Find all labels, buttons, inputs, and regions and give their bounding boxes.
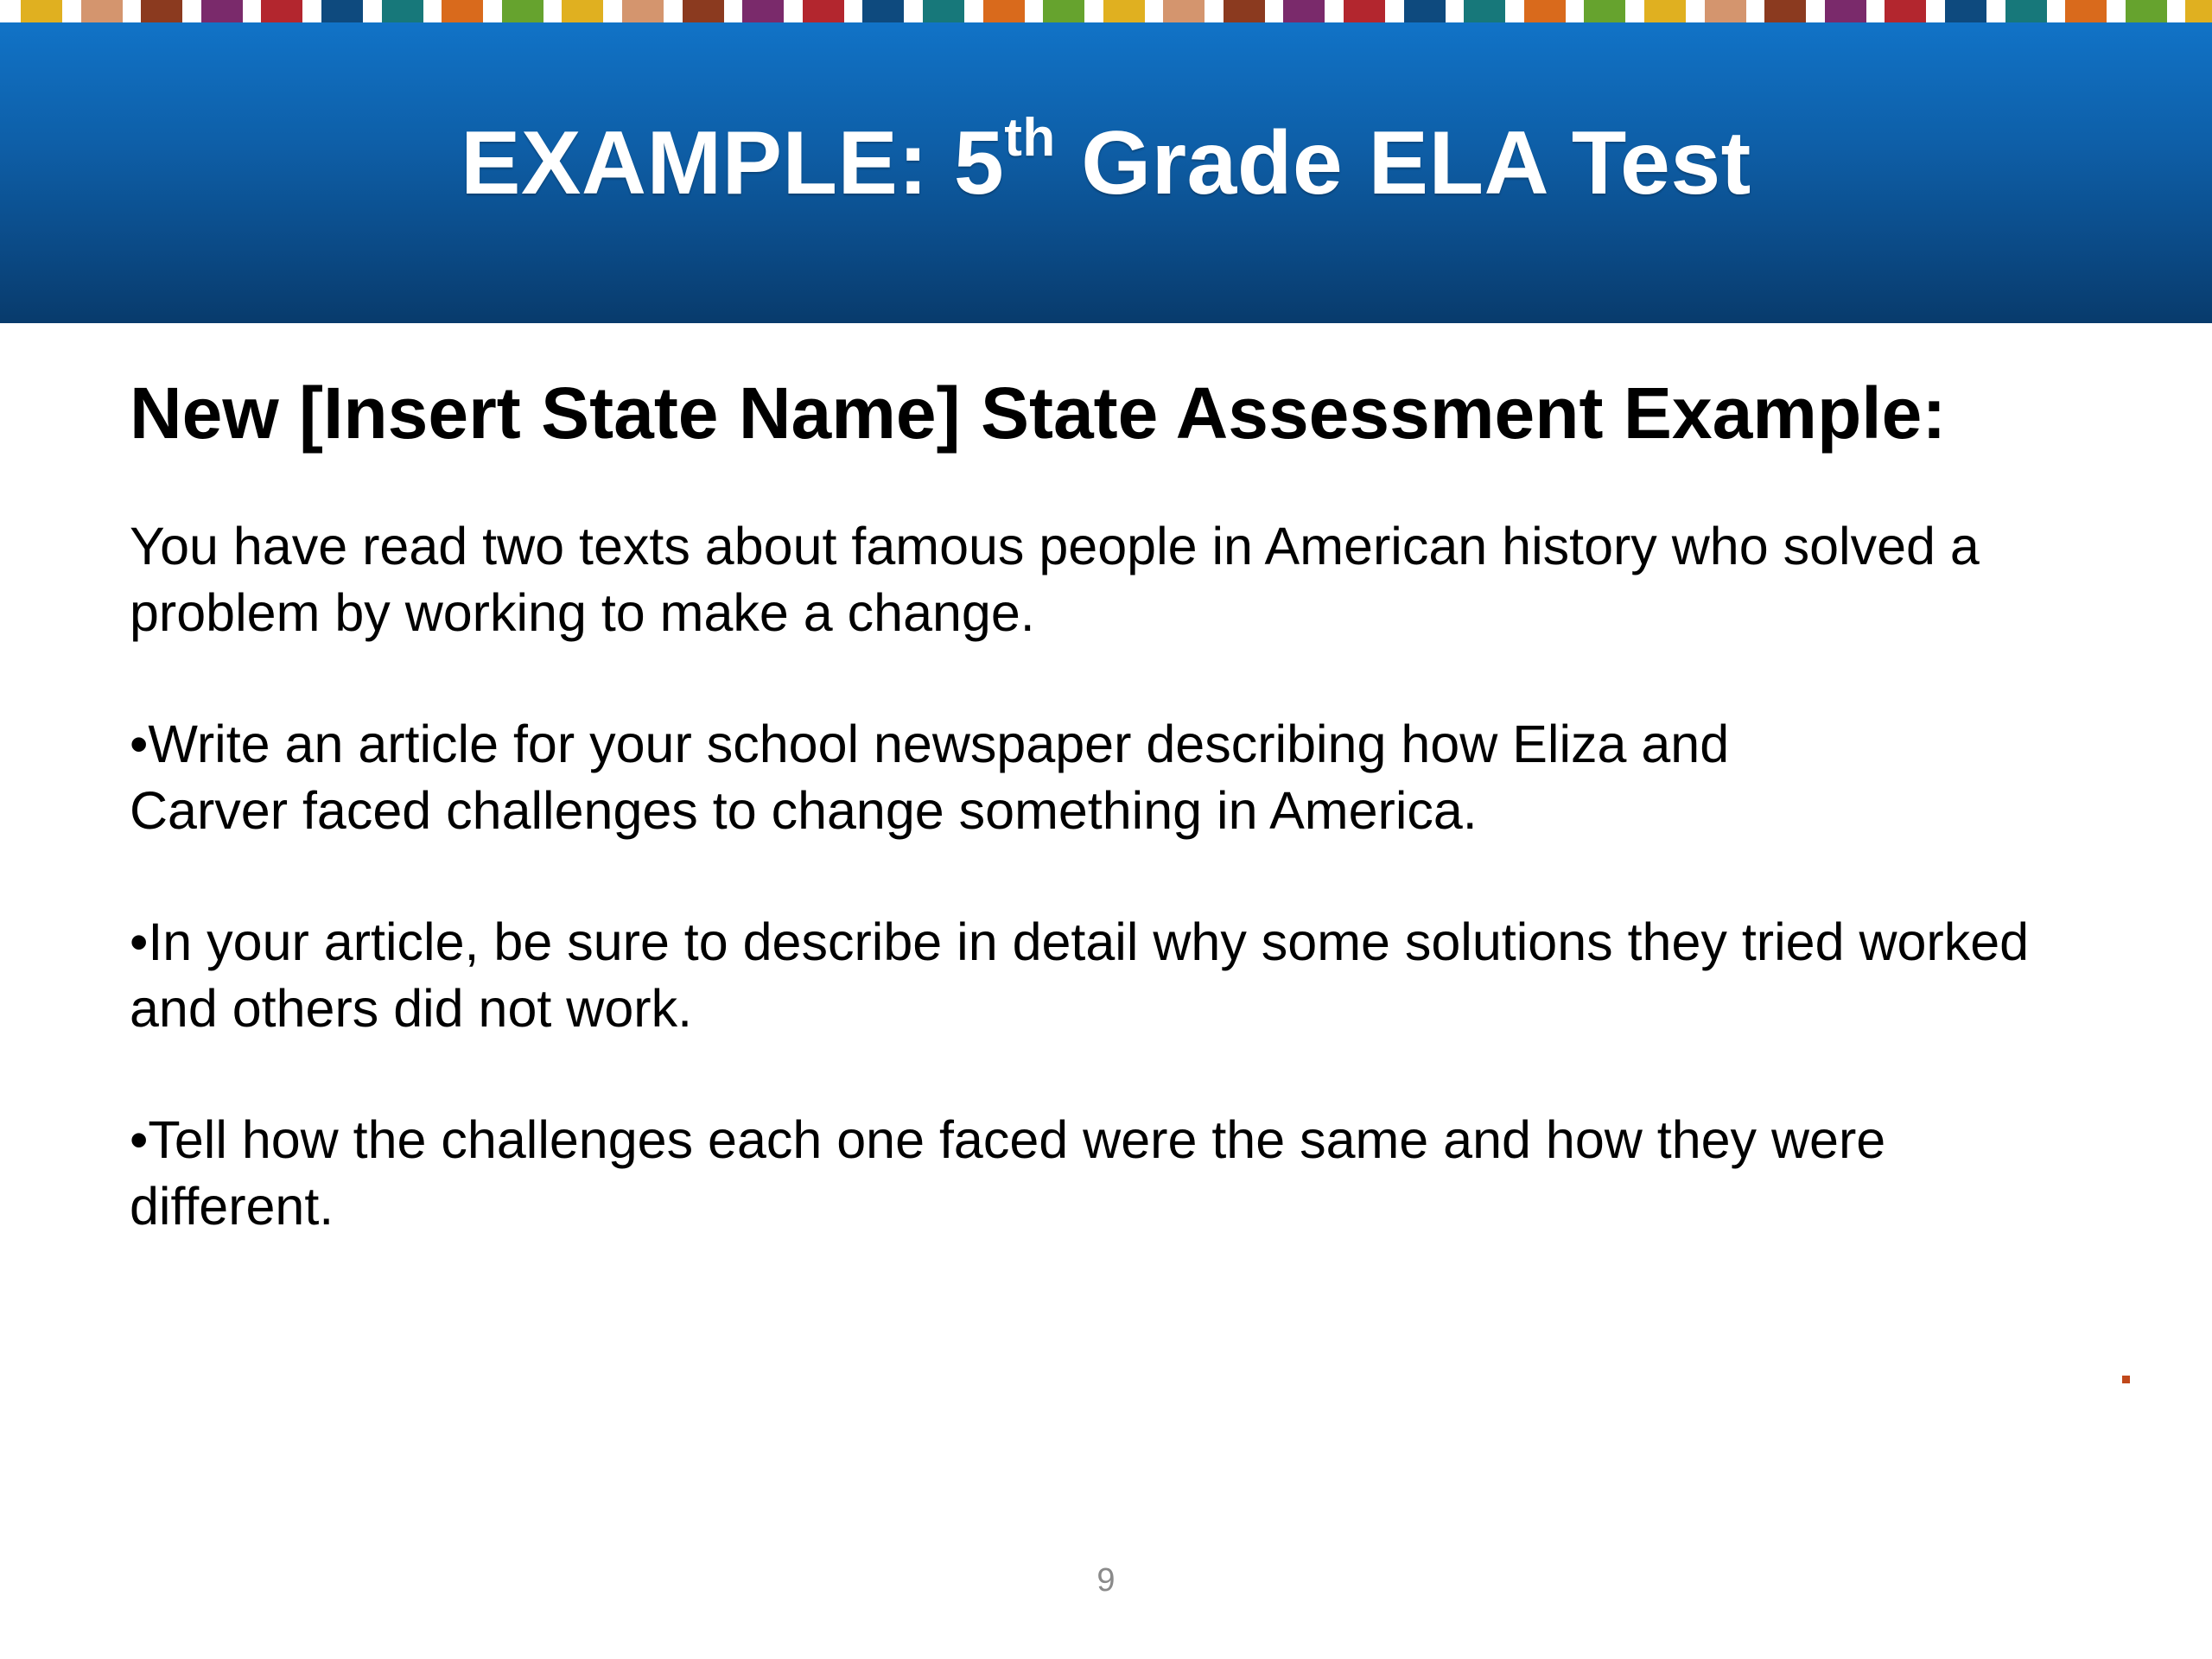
stripe-square	[2005, 0, 2047, 22]
stripe-square	[562, 0, 603, 22]
text-line: •In your article, be sure to describe in detail why some solutions they tried worked	[130, 912, 2030, 971]
stripe-square	[1885, 0, 1926, 22]
stripe-square	[442, 0, 483, 22]
stripe-square	[1283, 0, 1325, 22]
slide-body	[130, 372, 2134, 1240]
page-number: 9	[1096, 1562, 1116, 1599]
stripe-square	[1464, 0, 1505, 22]
text-line: and others did not work.	[130, 979, 693, 1038]
stripe-square	[1584, 0, 1625, 22]
stripe-square	[742, 0, 784, 22]
slide-title	[461, 107, 1751, 215]
slide-title-suffix: Grade ELA Test	[1055, 112, 1751, 213]
stripe-square	[1163, 0, 1205, 22]
stripe-square	[2185, 0, 2212, 22]
stripe-square	[622, 0, 664, 22]
stripe-square	[141, 0, 182, 22]
stripe-square	[1825, 0, 1866, 22]
title-banner	[0, 22, 2212, 323]
stripe-square	[1705, 0, 1746, 22]
stripe-square	[1945, 0, 1986, 22]
stripe-square	[1764, 0, 1806, 22]
decorative-color-stripe	[0, 0, 2212, 22]
stripe-square	[261, 0, 302, 22]
stripe-square	[21, 0, 62, 22]
stripe-square	[502, 0, 543, 22]
stripe-square	[1644, 0, 1686, 22]
bullet-paragraph-article	[130, 711, 2134, 844]
text-line: Carver faced challenges to change something in America.	[130, 781, 1478, 840]
stripe-square	[1224, 0, 1265, 22]
stripe-square	[1103, 0, 1145, 22]
stripe-square	[862, 0, 904, 22]
stripe-square	[81, 0, 123, 22]
text-line: problem by working to make a change.	[130, 583, 1035, 642]
stripe-square	[1043, 0, 1084, 22]
text-line: •Tell how the challenges each one faced were the same and how they were	[130, 1110, 1886, 1169]
stripe-square	[1404, 0, 1446, 22]
stripe-square	[1524, 0, 1566, 22]
stripe-square	[2126, 0, 2167, 22]
slide-subtitle: New [Insert State Name] State Assessment Example:	[130, 372, 1947, 454]
stripe-square	[1344, 0, 1385, 22]
stripe-square	[201, 0, 243, 22]
stripe-square	[683, 0, 724, 22]
accent-dot	[2122, 1376, 2130, 1383]
slide-title-prefix: EXAMPLE: 5	[461, 112, 1005, 213]
bullet-paragraph-solutions	[130, 909, 2134, 1042]
stripe-square	[803, 0, 844, 22]
stripe-square	[923, 0, 964, 22]
text-line: •Write an article for your school newspaper describing how Eliza and	[130, 715, 1730, 773]
stripe-square	[321, 0, 363, 22]
bullet-paragraph-challenges	[130, 1107, 2134, 1240]
stripe-square	[382, 0, 423, 22]
stripe-square	[983, 0, 1025, 22]
slide-title-superscript: th	[1004, 107, 1056, 168]
intro-paragraph	[130, 513, 2134, 646]
stripe-square	[2065, 0, 2107, 22]
text-line: You have read two texts about famous people in American history who solved a	[130, 517, 1980, 575]
text-line: different.	[130, 1177, 334, 1236]
